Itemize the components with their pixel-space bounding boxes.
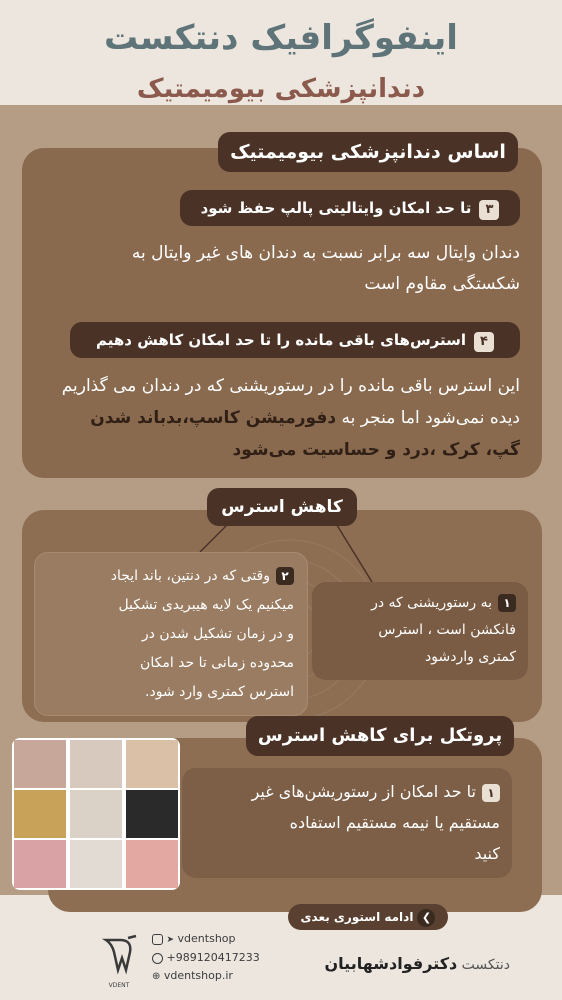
stress-card-2-line4: محدوده زمانی تا حد امکان	[140, 655, 294, 671]
stress-card-2-line5: استرس کمتری وارد شود.	[145, 684, 294, 700]
phone-row[interactable]	[152, 951, 260, 964]
footer-brand: دنتکست	[461, 957, 510, 973]
tooth-photo-grid	[12, 738, 180, 890]
item4-title-pill	[70, 322, 520, 358]
telegram-icon: ➤	[166, 935, 175, 945]
stress-card-1-text1: به رستوریشنی که در	[371, 595, 492, 611]
stress-card-2-line3: و در زمان تشکیل شدن در	[141, 626, 294, 642]
page-title: اینفوگرافیک دنتکست	[104, 18, 458, 58]
item4-line3: گپ، کرک ،درد و حساسیت می‌شود	[232, 440, 520, 460]
stress-card-1-line2: فانکشن است ، استرس	[378, 622, 516, 638]
tooth-photo	[70, 790, 122, 838]
item4-line2	[34, 402, 520, 434]
footer-credit	[274, 954, 510, 973]
item3-title: تا حد امکان وایتالیتی پالپ حفظ شود	[200, 199, 472, 217]
globe-icon: ⊕	[152, 971, 161, 982]
social-row[interactable]	[152, 932, 236, 945]
item3-title-pill	[180, 190, 520, 226]
item4-line1: این استرس باقی مانده را در رستوریشنی که در دندان می گذاریم	[61, 376, 520, 396]
tooth-photo	[126, 740, 178, 788]
logo-text: VDENT	[108, 982, 130, 989]
stress-card-1-number: ۱	[498, 594, 516, 612]
instagram-icon	[152, 934, 163, 945]
item4-number-badge: ۴	[474, 332, 494, 352]
item3-body	[40, 238, 520, 300]
chevron-left-icon: ❯	[417, 909, 435, 927]
next-story-label: ادامه استوری بعدی	[300, 910, 414, 924]
tooth-photo	[14, 840, 66, 888]
tooth-photo	[14, 790, 66, 838]
tooth-photo	[70, 840, 122, 888]
section-stress-title: کاهش استرس	[207, 488, 357, 526]
footer-logo	[96, 934, 142, 988]
tooth-photo	[126, 840, 178, 888]
stress-card-1-line3: کمتری واردشود	[425, 649, 516, 665]
whatsapp-icon	[152, 953, 163, 964]
stress-card-2-number: ۲	[276, 567, 294, 585]
item4-body	[34, 370, 520, 466]
page-subtitle: دندانپزشکی بیومیمتیک	[136, 74, 426, 104]
website-row[interactable]	[152, 969, 233, 982]
item4-line2-bold: دفورمیشن کاسپ،‌بدباند شدن	[90, 408, 337, 428]
section-foundations-title: اساس دندانپزشکی بیومیمتیک	[218, 132, 518, 172]
protocol-item-1-line1	[194, 776, 500, 807]
protocol-item-1-number: ۱	[482, 784, 500, 802]
tooth-photo	[14, 740, 66, 788]
protocol-item-1-line2: مستقیم یا نیمه مستقیم استفاده	[289, 813, 500, 832]
protocol-item-1-line3: کنید	[474, 844, 500, 863]
website-link: vdentshop.ir	[163, 969, 233, 982]
tooth-photo	[70, 740, 122, 788]
item3-line2: شکستگی مقاوم است	[364, 274, 520, 294]
item4-line2-plain: دیده نمی‌شود اما منجر به	[336, 408, 520, 428]
section-protocol-title: پروتکل برای کاهش استرس	[246, 716, 514, 756]
stress-card-1-body	[322, 590, 516, 671]
item3-number-badge: ۳	[479, 200, 499, 220]
tooth-photo	[126, 790, 178, 838]
stress-card-2-line1	[44, 562, 294, 591]
protocol-item-1-body	[194, 776, 500, 869]
stress-card-2-body	[44, 562, 294, 707]
phone-number: +989120417233	[166, 951, 260, 964]
social-handle: vdentshop	[177, 932, 236, 945]
item4-title: استرس‌های باقی مانده را تا حد امکان کاهش دهیم	[96, 331, 466, 349]
stress-card-1-line1	[322, 590, 516, 617]
item3-line1: دندان وایتال سه برابر نسبت به دندان های غیر وایتال به	[131, 243, 520, 263]
protocol-item-1-text1: تا حد امکان از رستوریشن‌های غیر	[251, 782, 476, 801]
vdent-logo-icon	[96, 934, 142, 978]
next-story-button[interactable]	[288, 904, 448, 930]
footer-doctor: دکترفوادشهابیان	[324, 954, 458, 973]
stress-card-2-line2: میکنیم یک لایه هیبریدی تشکیل	[118, 597, 294, 613]
stress-card-2-text1: وقتی که در دنتین، باند ایجاد	[110, 568, 270, 584]
